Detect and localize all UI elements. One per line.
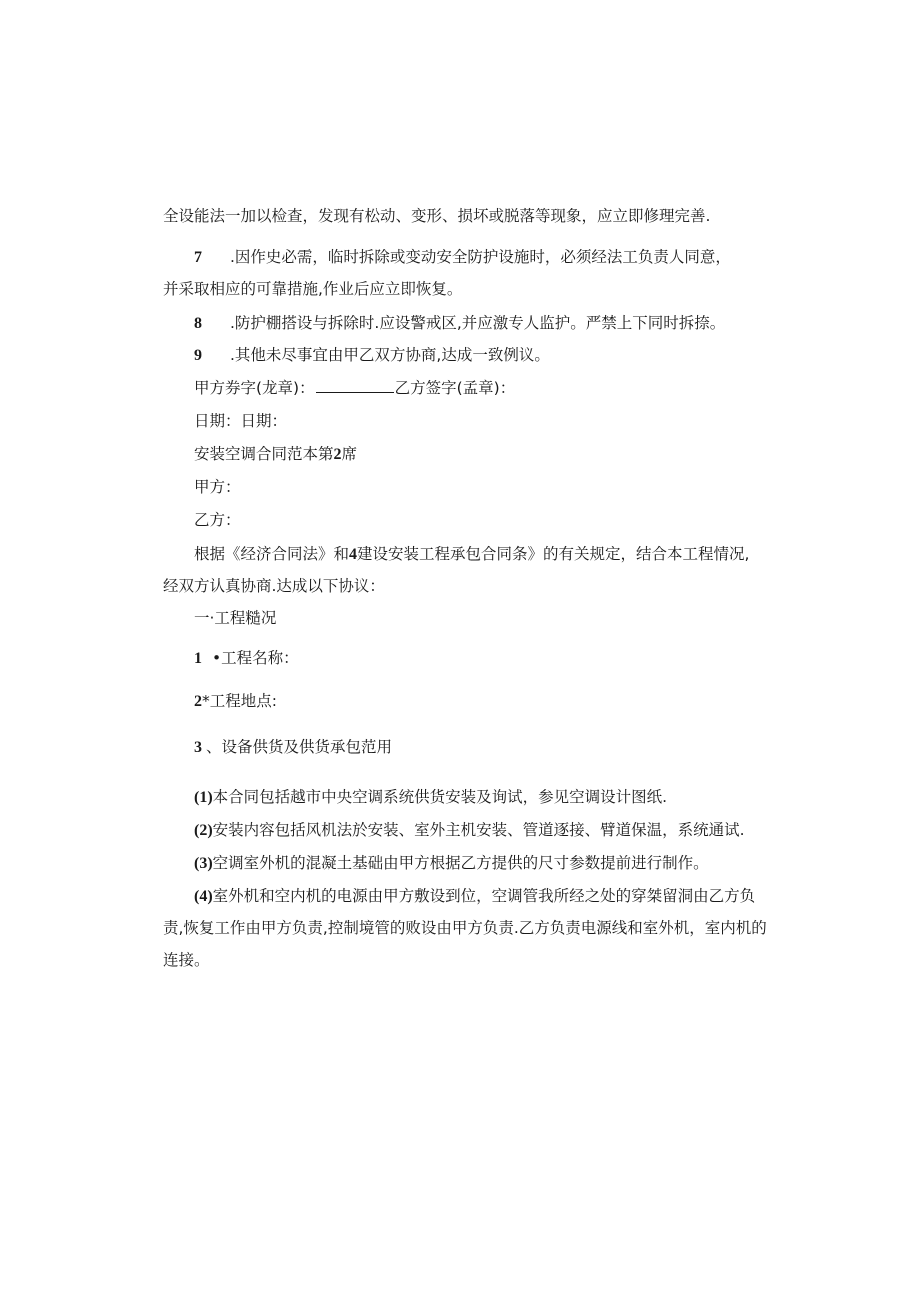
paragraph-2 (194, 820, 745, 841)
sub-item-3 (194, 737, 392, 758)
paragraph-3-text: 空调室外机的混凝土基础由甲方根据乙方提供的尺寸参数提前进行制作。 (212, 854, 709, 872)
item-9 (194, 345, 550, 366)
party-b-label: 乙方： (194, 511, 241, 529)
paragraph-4-text: 室外机和空内机的电源由甲方敷设到位，空调管我所经之处的穿桀留洞由乙方负 (212, 887, 756, 905)
item-9-text: .其他未尽事宜由甲乙双方协商,达成一致例议。 (230, 346, 550, 364)
item-8-text: .防护棚搭设与拆除时.应设警戒区,并应激专人监护。严禁上下同时拆捺。 (230, 314, 726, 332)
paragraph-1-text: 本合同包括越市中央空调系统供货安装及询试，参见空调设计图纸. (212, 788, 668, 806)
section-title (194, 444, 357, 465)
paragraph-1-number: (1) (194, 789, 213, 806)
intro-text-start: 根据《经济合同法》和 (194, 545, 350, 563)
item-7-continuation: 并采取相应的可靠措施,作业后应立即恢复。 (163, 280, 463, 298)
party-a-label: 甲方： (194, 478, 241, 496)
date-line: 日期：日期： (194, 412, 288, 430)
sub-item-1-number: 1 (194, 650, 202, 667)
party-a-signature-label: 甲方券字(龙章)： (194, 379, 315, 397)
sub-item-3-text: 、设备供货及供货承包范用 (206, 738, 393, 756)
paragraph-4-number: (4) (194, 888, 213, 905)
signature-blank (316, 378, 394, 393)
paragraph-4 (194, 886, 755, 907)
item-8 (194, 313, 725, 334)
sub-item-3-number: 3 (194, 739, 202, 756)
paragraph-2-number: (2) (194, 822, 213, 839)
item-7-number: 7 (194, 249, 202, 266)
intro-number: 4 (349, 546, 358, 563)
intro-paragraph (194, 544, 749, 565)
paragraph-3-number: (3) (194, 855, 213, 872)
item-7 (194, 247, 731, 268)
item-7-text: .因作史必需，临时拆除或变动安全防护设施时，必须经法工负责人同意， (230, 248, 731, 266)
paragraph-1 (194, 787, 667, 808)
sub-item-1-text: •工程名称： (212, 649, 299, 667)
intro-continuation: 经双方认真协商.达成以下协议： (163, 577, 385, 595)
paragraph-4-continuation-2: 连接。 (163, 951, 210, 969)
paragraph-4-continuation-1: 责,恢复工作由甲方负责,控制境管的败设由甲方负责.乙方负责电源线和室外机，室内机的 (163, 919, 767, 937)
section-title-number: 2 (333, 446, 342, 463)
item-8-number: 8 (194, 315, 202, 332)
sub-item-2-number: 2 (194, 693, 202, 710)
signature-line (194, 378, 515, 398)
section-title-suffix: 席 (341, 445, 358, 463)
party-b-signature-label: 乙方签字(孟章)： (394, 379, 516, 397)
sub-item-1 (194, 648, 299, 669)
text-line-1: 全设能法一加以检查，发现有松动、变形、损坏或脱落等现象，应立即修理完善. (163, 207, 711, 225)
sub-item-2 (194, 691, 277, 712)
paragraph-3 (194, 853, 709, 874)
section-title-text: 安装空调合同范本第 (194, 445, 334, 463)
heading-project-overview: 一·工程糙况 (194, 609, 277, 627)
paragraph-2-text: 安装内容包括风机法於安装、室外主机安装、管道逐接、臂道保温，系统通试. (212, 821, 745, 839)
item-9-number: 9 (194, 347, 202, 364)
intro-text-end: 建设安装工程承包合同条》的有关规定，结合本工程情况, (357, 545, 750, 563)
sub-item-2-text: *工程地点: (202, 692, 277, 710)
